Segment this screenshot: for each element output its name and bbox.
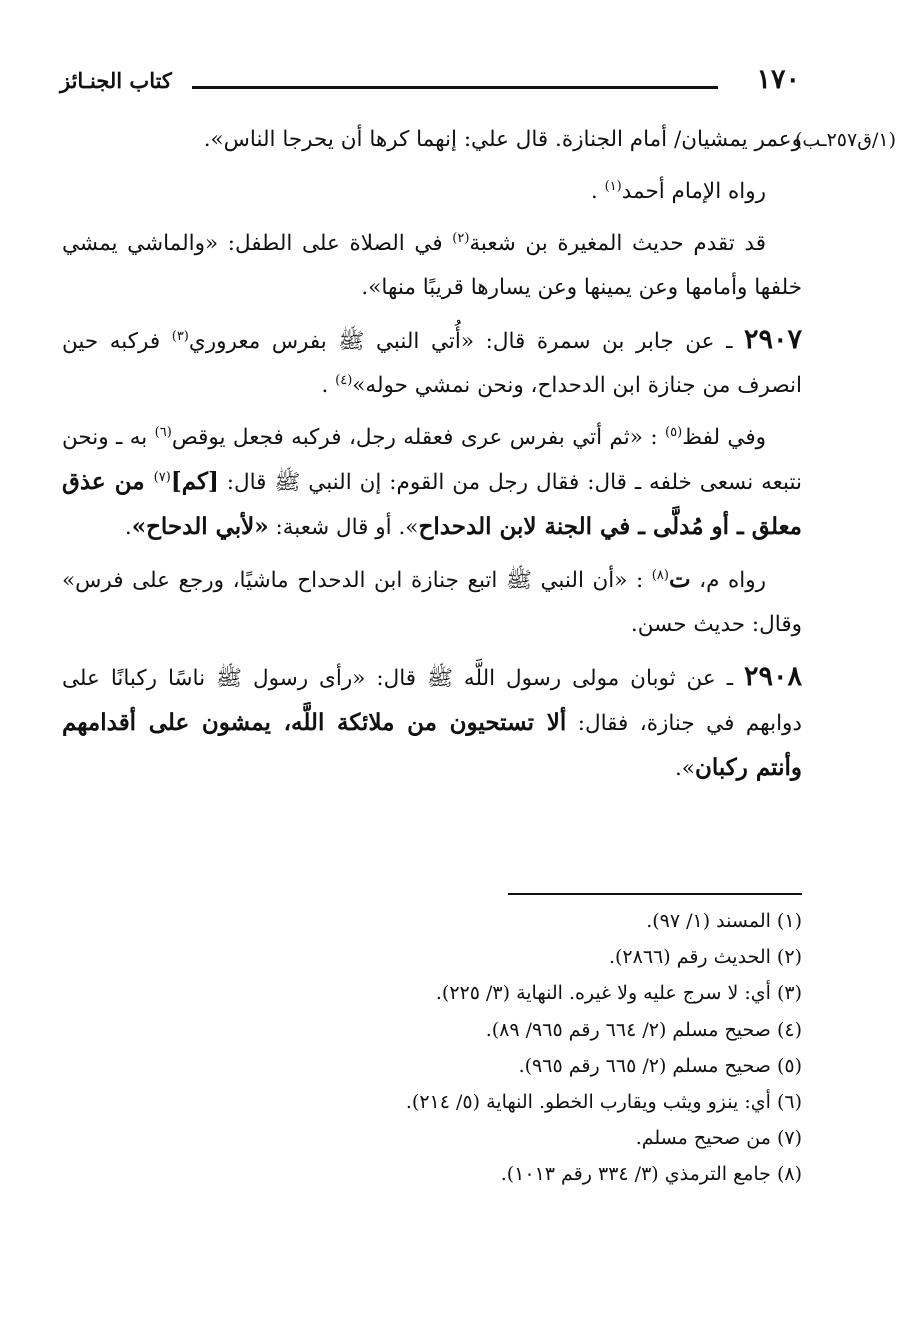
footnote-3: (٣) أي: لا سرج عليه ولا غيره. النهاية (٣/ ٢٢٥). xyxy=(435,982,802,1005)
text-segment: به ـ ونحن نتبعه نسعى خلفه ـ قال: فقال رجل من القوم: إن النبي ﷺ قال: xyxy=(62,425,803,495)
footnotes xyxy=(62,903,802,1193)
bold-segment: [كم] xyxy=(170,468,219,495)
footnote-1: (١) المسند (١/ ٩٧). xyxy=(646,910,802,932)
paragraph-mughira xyxy=(62,222,802,310)
page-header xyxy=(60,64,800,104)
text-segment: وفي لفظ xyxy=(682,425,766,450)
paragraph-text: وعمر يمشيان/ أمام الجنازة. قال علي: إنهما كرها أن يحرجا الناس». xyxy=(203,127,802,152)
page-number: ١٧٠ xyxy=(756,64,800,95)
manuscript-margin-reference: (١/ق٢٥٧ـب) xyxy=(794,129,896,151)
text-segment: ». xyxy=(674,756,695,781)
bold-segment: ت xyxy=(668,566,691,593)
footnote-marker: (٨) xyxy=(651,567,669,583)
footnote-6: (٦) أي: ينزو ويثب ويقارب الخطو. النهاية (٥/ ٢١٤). xyxy=(405,1091,802,1114)
text-segment: رواه م، xyxy=(690,568,766,593)
footnote-8: (٨) جامع الترمذي (٣/ ٣٣٤ رقم ١٠١٣). xyxy=(500,1163,802,1186)
text-segment: : «أن النبي ﷺ اتبع جنازة ابن الدحداح ماشيًا، ورجع على فرس» وقال: حديث حسن. xyxy=(62,568,802,637)
paragraph-continuation xyxy=(62,118,896,162)
text-segment: : «ثم أتي بفرس عرى فعقله رجل، فركبه فجعل يوقص xyxy=(171,425,666,450)
footnote-marker: (٣) xyxy=(171,328,189,344)
main-text xyxy=(62,118,896,799)
footnote-separator xyxy=(508,893,802,895)
footnote-7: (٧) من صحيح مسلم. xyxy=(635,1127,802,1150)
text-segment: . xyxy=(590,179,605,204)
text-segment: ـ عن ثوبان مولى رسول اللَّه ﷺ قال: «رأى رسول ﷺ ناسًا ركبانًا على دوابهم في جنازة، فقال: xyxy=(62,666,802,736)
header-rule xyxy=(192,86,718,89)
text-segment: في الصلاة على الطفل: «والماشي يمشي خلفها وأمامها وعن يمينها وعن يسارها قريبًا منها». xyxy=(62,231,802,300)
book-title: كتاب الجنـائز xyxy=(60,68,172,93)
footnote-2: (٢) الحديث رقم (٢٨٦٦). xyxy=(608,946,802,969)
footnote-5: (٥) صحيح مسلم (٢/ ٦٦٥ رقم ٩٦٥). xyxy=(518,1054,802,1077)
text-segment: رواه الإمام أحمد xyxy=(621,179,766,204)
bold-segment: «لأبي الدحاح» xyxy=(131,513,269,540)
hadith-number: ٢٩٠٧ xyxy=(743,324,802,355)
footnote-4: (٤) صحيح مسلم (٢/ ٦٦٤ رقم ٩٦٥/ ٨٩). xyxy=(485,1018,802,1041)
footnote-marker: (١) xyxy=(604,178,622,194)
text-segment: فركبه حين انصرف من جنازة ابن الدحداح، ونحن نمشي حوله» xyxy=(62,329,802,398)
footnote-marker: (٧) xyxy=(153,469,171,485)
hadith-2908 xyxy=(62,655,802,791)
hadith-2907 xyxy=(62,318,802,408)
footnote-marker: (٥) xyxy=(665,424,683,440)
paragraph-other-wording xyxy=(62,416,802,550)
paragraph-narration-ahmad xyxy=(62,170,802,214)
text-segment: ـ عن جابر بن سمرة قال: «أُتي النبي ﷺ بفرس معروري xyxy=(188,329,744,354)
text-segment: . xyxy=(124,515,132,540)
hadith-number: ٢٩٠٨ xyxy=(743,661,802,692)
bold-segment: ألا تستحيون من ملائكة اللَّه، يمشون على أقدامهم وأنتم ركبان xyxy=(62,709,802,781)
bold-segment: من عذق معلق ـ أو مُدلَّى ـ في الجنة لابن الدحداح xyxy=(62,468,802,540)
text-segment: . xyxy=(321,373,336,398)
text-segment: قد تقدم حديث المغيرة بن شعبة xyxy=(469,231,766,256)
footnote-marker: (٦) xyxy=(154,424,172,440)
text-segment: ». أو قال شعبة: xyxy=(268,515,419,540)
paragraph-rawah-tirmidhi xyxy=(62,558,802,647)
footnote-marker: (٤) xyxy=(335,372,353,388)
footnote-marker: (٢) xyxy=(452,230,470,246)
